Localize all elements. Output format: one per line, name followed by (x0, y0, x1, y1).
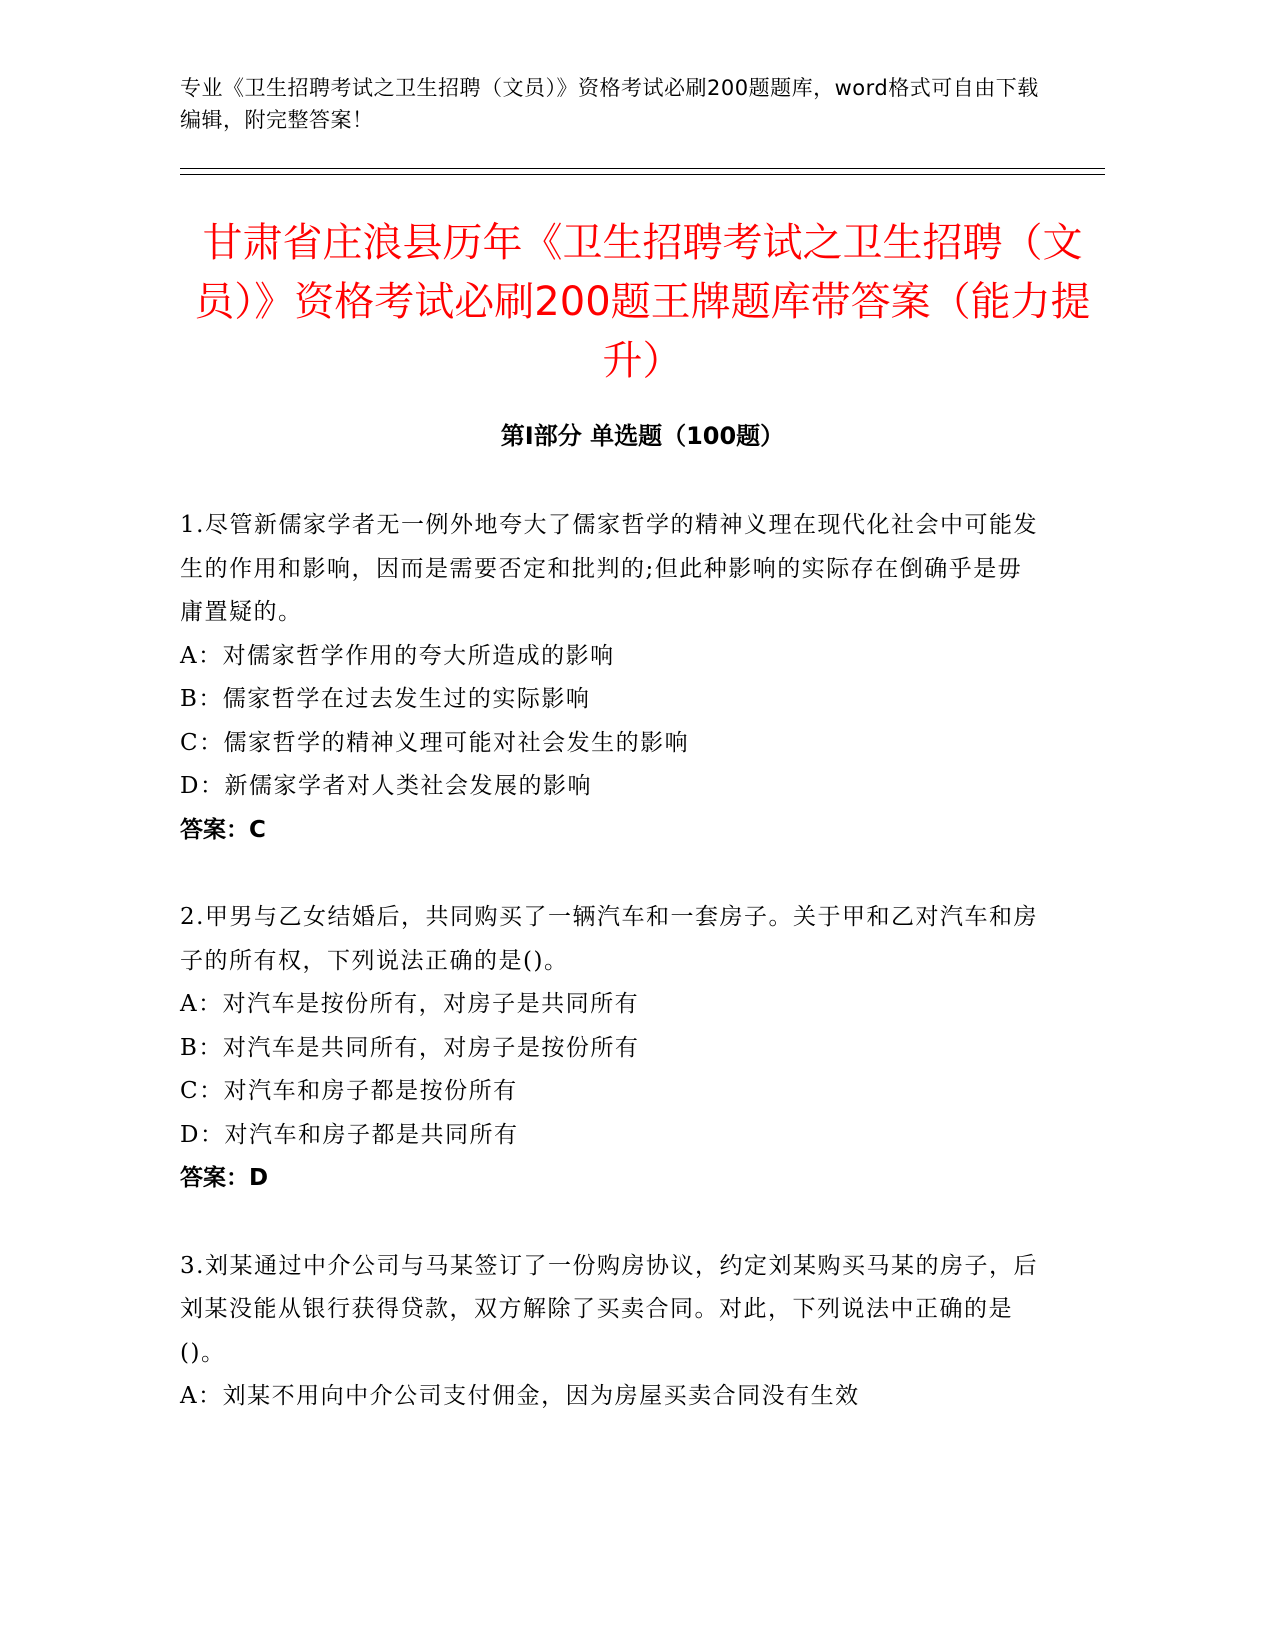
option-c: C：儒家哲学的精神义理可能对社会发生的影响 (180, 729, 690, 756)
section-title: 第Ⅰ部分 单选题（100题） (500, 422, 785, 450)
option-d: D：新儒家学者对人类社会发展的影响 (180, 773, 592, 799)
document-title: 甘肃省庄浪县历年《卫生招聘考试之卫生招聘（文员）》资格考试必刷200题王牌题库带答案（能力提升） (194, 220, 1091, 384)
option-b: B：对汽车是共同所有，对房子是按份所有 (180, 1034, 640, 1061)
question-2 (180, 896, 1040, 1201)
header-note: 专业《卫生招聘考试之卫生招聘（文员）》资格考试必刷200题题库，word格式可自由下载编辑，附完整答案！ (180, 76, 1039, 132)
answer: 答案：D (180, 1165, 269, 1191)
question-list (180, 504, 1040, 1463)
question-1 (180, 504, 1040, 852)
option-a: A：对儒家哲学作用的夸大所造成的影响 (180, 642, 615, 669)
question-stem: 2.甲男与乙女结婚后，共同购买了一辆汽车和一套房子。关于甲和乙对汽车和房子的所有权，下列说法正确的是()。 (180, 904, 1038, 974)
question-stem: 1.尽管新儒家学者无一例外地夸大了儒家哲学的精神义理在现代化社会中可能发生的作用和影响，因而是需要否定和批判的;但此种影响的实际存在倒确乎是毋庸置疑的。 (180, 512, 1038, 625)
option-b: B：儒家哲学在过去发生过的实际影响 (180, 686, 591, 712)
header-divider-bottom (180, 174, 1105, 175)
question-stem: 3.刘某通过中介公司与马某签订了一份购房协议，约定刘某购买马某的房子，后刘某没能从银行获得贷款，双方解除了买卖合同。对此，下列说法中正确的是()。 (180, 1252, 1038, 1366)
option-c: C：对汽车和房子都是按份所有 (180, 1078, 518, 1104)
answer: 答案：C (180, 816, 266, 843)
option-a: A：对汽车是按份所有，对房子是共同所有 (180, 991, 640, 1017)
option-d: D：对汽车和房子都是共同所有 (180, 1121, 519, 1148)
option-a: A：刘某不用向中介公司支付佣金，因为房屋买卖合同没有生效 (180, 1383, 860, 1409)
question-3 (180, 1245, 1040, 1419)
header-divider-top (180, 168, 1105, 169)
